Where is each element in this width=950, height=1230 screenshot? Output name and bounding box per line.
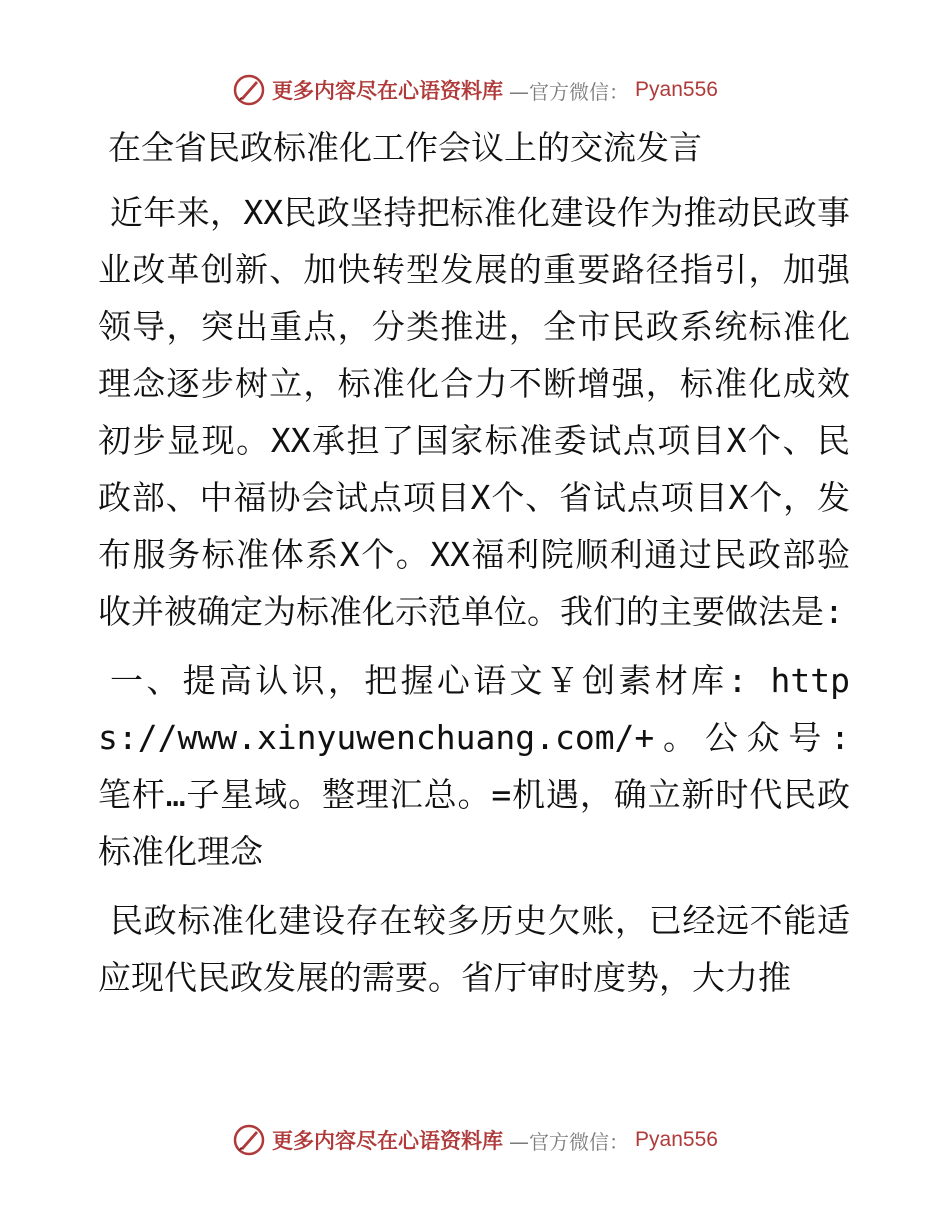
paragraph-section-one	[98, 652, 850, 880]
watermark-header	[0, 70, 950, 110]
paragraph-intro	[98, 184, 850, 640]
watermark-wechat-id: Pyan556	[635, 78, 718, 101]
quill-pen-circle-icon	[232, 1123, 266, 1157]
paragraph-section-one-text: 一、提高认识，把握心语文￥创素材库: https://www.xinyuwenchuang.com/+。公众号: 笔杆…子星域。整理汇总。=机遇，确立新时代民政标准化理念	[98, 661, 850, 871]
watermark-wechat-id: Pyan556	[635, 1128, 718, 1151]
watermark-separator: —官方微信：	[509, 79, 630, 104]
watermark-text: 更多内容尽在心语资料库	[272, 1128, 504, 1153]
paragraph-continuation	[98, 892, 850, 1006]
document-title: 在全省民政标准化工作会议上的交流发言	[108, 128, 702, 167]
document-body	[98, 122, 850, 1018]
paragraph-continuation-text: 民政标准化建设存在较多历史欠账，已经远不能适应现代民政发展的需要。省厅审时度势，大力推	[98, 901, 850, 997]
paragraph-intro-text: 近年来，XX民政坚持把标准化建设作为推动民政事业改革创新、加快转型发展的重要路径指引，加强领导，突出重点，分类推进，全市民政系统标准化理念逐步树立，标准化合力不断增强，标准化成效初步显现。XX承担了国家标准委试点项目X个、民政部、中福协会试点项目X个、省试点项目X个，发布服务标准体系X个。XX福利院顺利通过民政部验收并被确定为标准化示范单位。我们的主要做法是:	[98, 193, 850, 631]
watermark-footer	[0, 1120, 950, 1160]
watermark-text: 更多内容尽在心语资料库	[272, 78, 504, 103]
watermark-separator: —官方微信：	[509, 1129, 630, 1154]
quill-pen-circle-icon	[232, 73, 266, 107]
